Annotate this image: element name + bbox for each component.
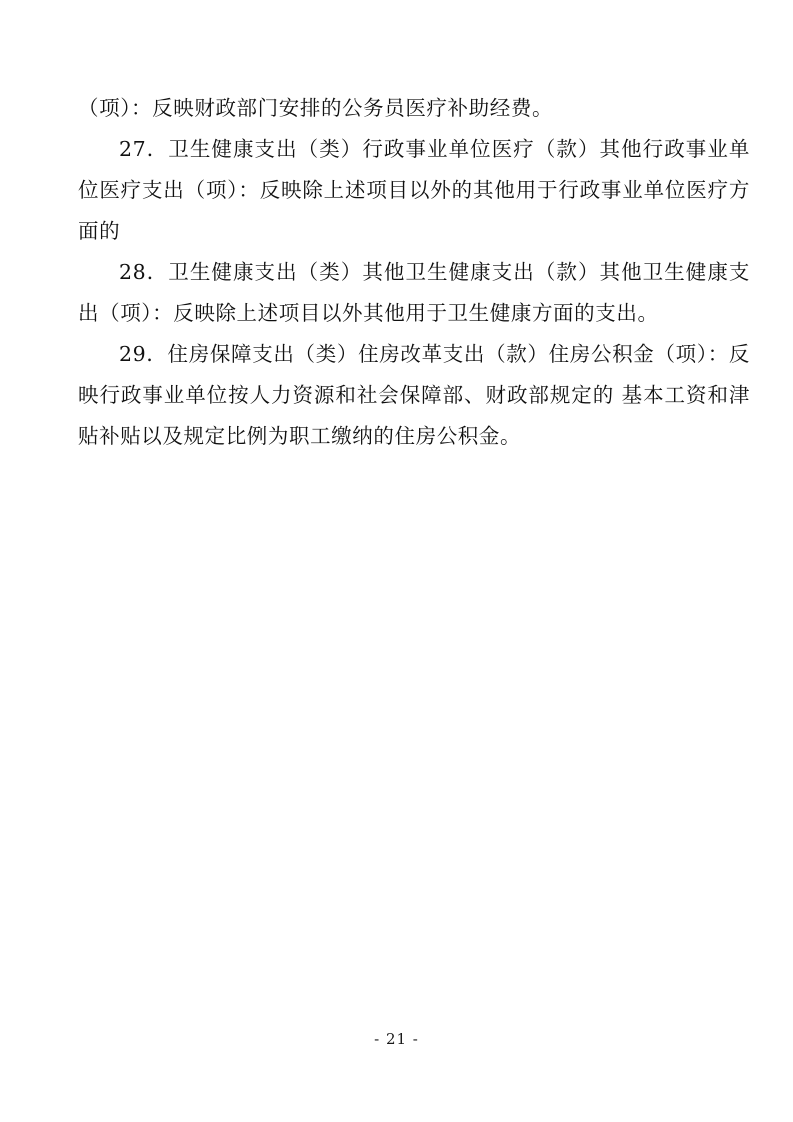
paragraph-item-27: 27．卫生健康支出（类）行政事业单位医疗（款）其他行政事业单位医疗支出（项）：反映除上述项目以外的其他用于行政事业单位医疗方面的 (78, 137, 750, 243)
page-number-footer: - 21 - (374, 1030, 419, 1048)
paragraph-item-28: 28．卫生健康支出（类）其他卫生健康支出（款）其他卫生健康支出（项）：反映除上述项目以外其他用于卫生健康方面的支出。 (78, 260, 750, 325)
paragraph-continued-26: （项）：反映财政部门安排的公务员医疗补助经费。 (78, 96, 554, 120)
paragraph-item-29: 29．住房保障支出（类）住房改革支出（款）住房公积金（项）：反映行政事业单位按人力资源和社会保障部、财政部规定的 基本工资和津贴补贴以及规定比例为职工缴纳的住房公积金。 (78, 342, 750, 448)
document-body (78, 88, 750, 457)
